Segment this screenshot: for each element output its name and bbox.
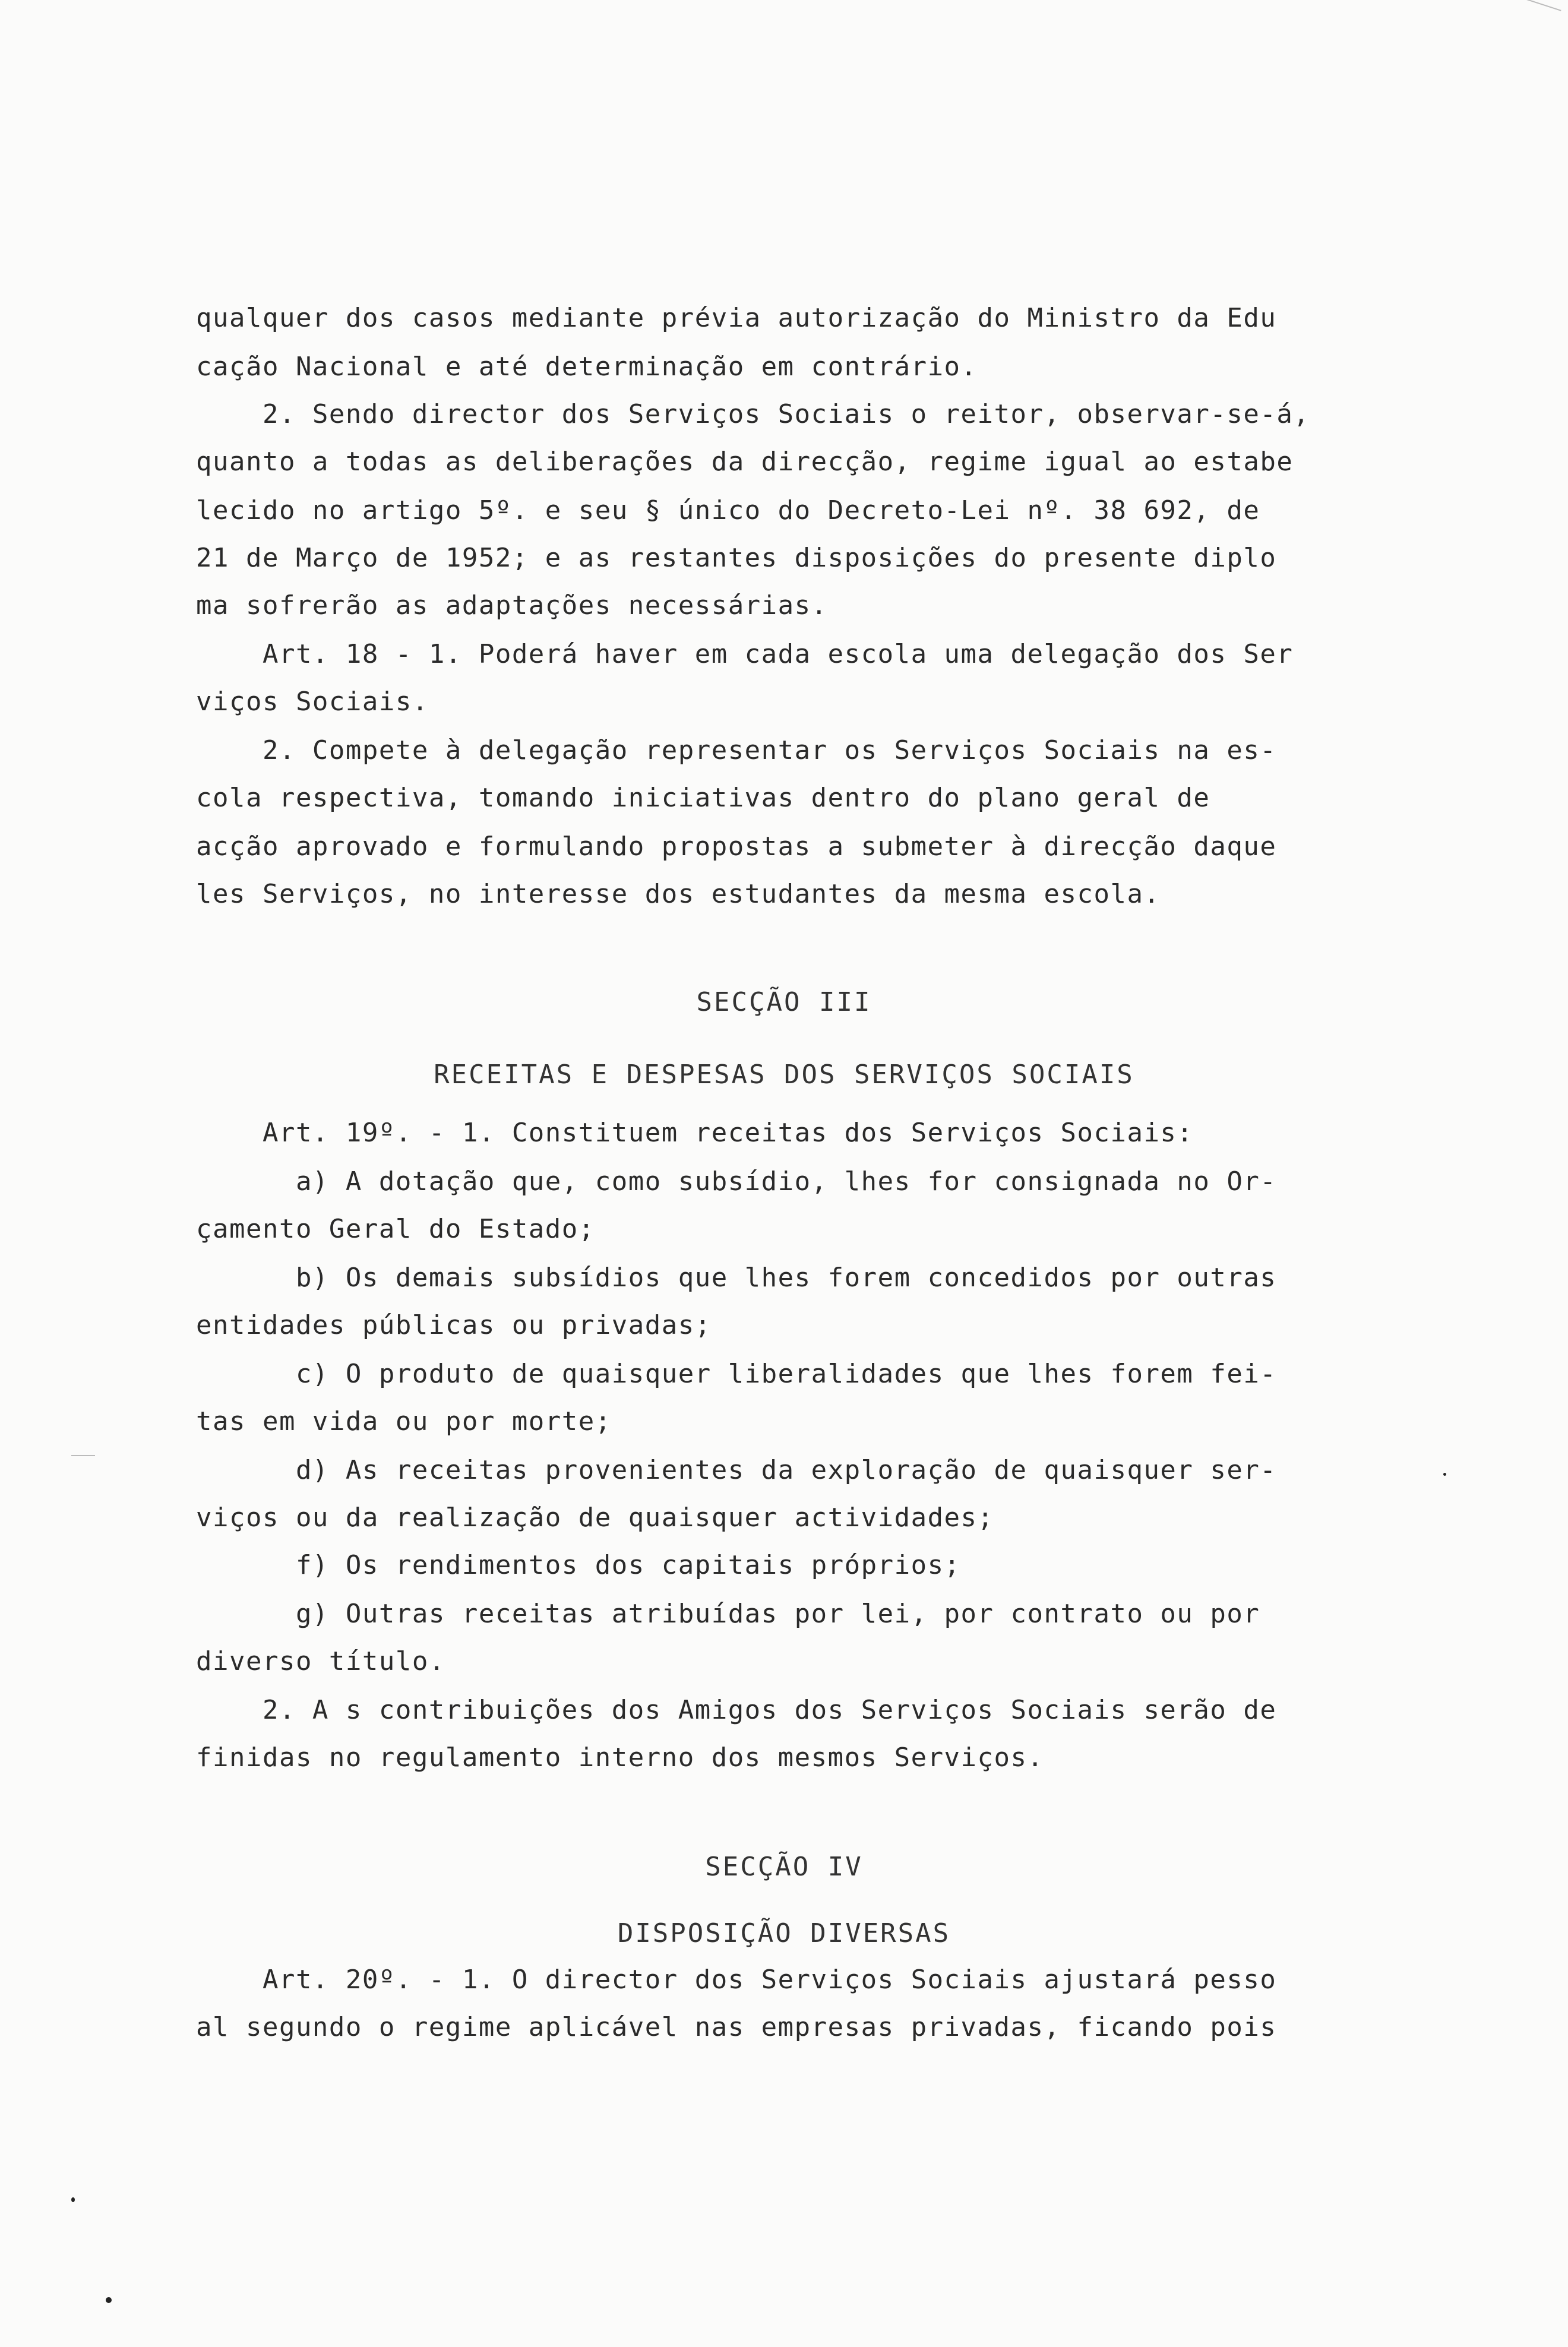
- text-line: ma sofrerão as adaptações necessárias.: [196, 590, 828, 621]
- section-title: SECÇÃO III: [696, 987, 872, 1017]
- text-line: c) O produto de quaisquer liberalidades que lhes forem fei-: [196, 1359, 1277, 1389]
- text-line: cola respectiva, tomando iniciativas dentro do plano geral de: [196, 783, 1210, 813]
- text-line: tas em vida ou por morte;: [196, 1406, 612, 1437]
- text-line: les Serviços, no interesse dos estudantes da mesma escola.: [196, 879, 1161, 909]
- scan-scratch: [1521, 0, 1561, 11]
- text-line: 2. Sendo director dos Serviços Sociais o reitor, observar-se-á,: [196, 399, 1310, 429]
- section-title: SECÇÃO IV: [705, 1852, 863, 1882]
- text-line: 21 de Março de 1952; e as restantes disposições do presente diplo: [196, 543, 1277, 573]
- text-line: Art. 18 - 1. Poderá haver em cada escola uma delegação dos Ser: [196, 639, 1294, 669]
- text-line: qualquer dos casos mediante prévia autorização do Ministro da Edu: [196, 303, 1277, 333]
- text-line: çamento Geral do Estado;: [196, 1214, 595, 1244]
- text-line: acção aprovado e formulando propostas a submeter à direcção daque: [196, 831, 1277, 862]
- text-line: d) As receitas provenientes da exploração de quaisquer ser-: [196, 1455, 1277, 1485]
- text-line: lecido no artigo 5º. e seu § único do Decreto-Lei nº. 38 692, de: [196, 495, 1260, 526]
- text-line: f) Os rendimentos dos capitais próprios;: [196, 1550, 961, 1580]
- text-line: viços Sociais.: [196, 687, 429, 717]
- text-line: g) Outras receitas atribuídas por lei, por contrato ou por: [196, 1599, 1260, 1629]
- text-line: entidades públicas ou privadas;: [196, 1310, 712, 1340]
- scan-speck: [1443, 1473, 1446, 1476]
- text-line: a) A dotação que, como subsídio, lhes for consignada no Or-: [196, 1166, 1277, 1197]
- text-line: Art. 20º. - 1. O director dos Serviços Sociais ajustará pesso: [196, 1965, 1277, 1995]
- text-line: 2. Compete à delegação representar os Serviços Sociais na es-: [196, 735, 1277, 766]
- scan-scratch: [71, 1455, 95, 1456]
- text-line: b) Os demais subsídios que lhes forem concedidos por outras: [196, 1263, 1277, 1293]
- text-line: al segundo o regime aplicável nas empresas privadas, ficando pois: [196, 2012, 1277, 2042]
- text-line: Art. 19º. - 1. Constituem receitas dos Serviços Sociais:: [196, 1118, 1194, 1148]
- section-subtitle: DISPOSIÇÃO DIVERSAS: [617, 1918, 951, 1949]
- text-line: viços ou da realização de quaisquer actividades;: [196, 1503, 994, 1533]
- scan-speck: [71, 2197, 75, 2202]
- text-line: diverso título.: [196, 1646, 445, 1677]
- text-line: quanto a todas as deliberações da direcção, regime igual ao estabe: [196, 447, 1294, 477]
- scan-speck: [106, 2297, 112, 2303]
- text-line: 2. A s contribuições dos Amigos dos Serviços Sociais serão de: [196, 1695, 1277, 1725]
- section-subtitle: RECEITAS E DESPESAS DOS SERVIÇOS SOCIAIS: [434, 1059, 1134, 1090]
- text-line: cação Nacional e até determinação em contrário.: [196, 352, 978, 382]
- text-line: finidas no regulamento interno dos mesmos Serviços.: [196, 1742, 1044, 1773]
